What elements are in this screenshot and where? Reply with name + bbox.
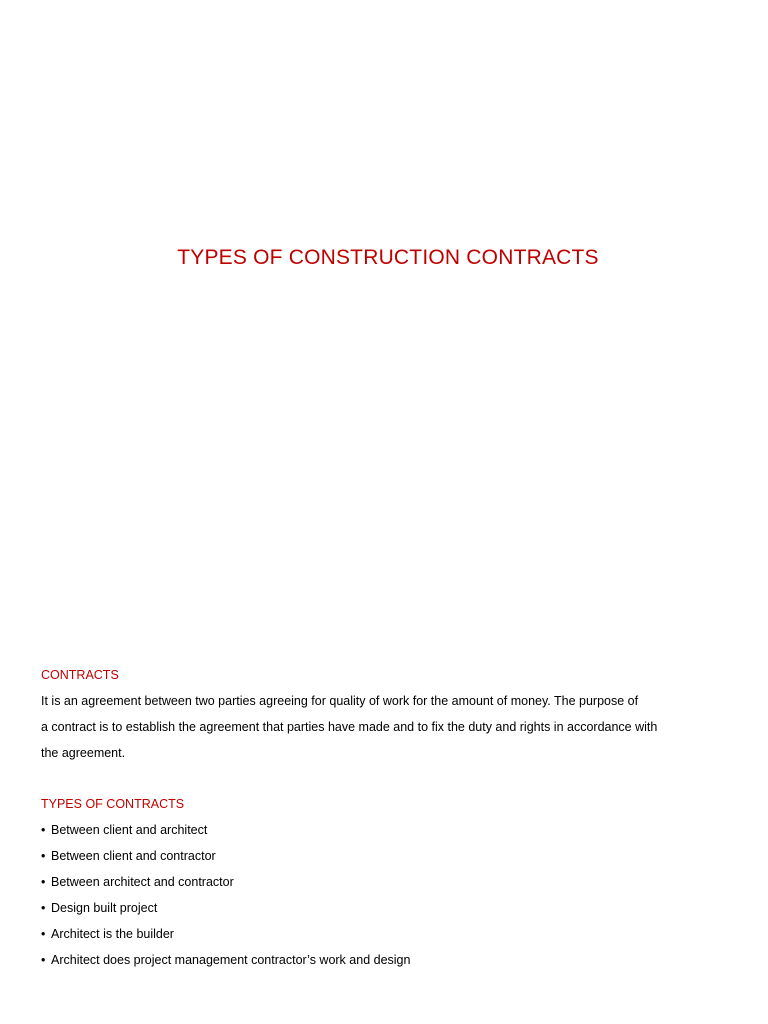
paragraph-line: It is an agreement between two parties agreeing for quality of work for the amount of money. The purpose of <box>41 694 639 708</box>
paragraph-line: a contract is to establish the agreement that parties have made and to fix the duty and rights in accordance with <box>41 720 658 734</box>
bullet-icon: • <box>41 901 46 915</box>
list-item-text: Architect is the builder <box>51 927 174 941</box>
bullet-icon: • <box>41 849 46 863</box>
list-item <box>41 843 701 869</box>
list-item <box>41 817 701 843</box>
bullet-icon: • <box>41 875 46 889</box>
contracts-heading: CONTRACTS <box>41 668 119 682</box>
list-item-text: Between client and architect <box>51 823 208 837</box>
list-item <box>41 947 701 973</box>
list-item-text: Between client and contractor <box>51 849 216 863</box>
list-item-text: Between architect and contractor <box>51 875 234 889</box>
types-section <box>41 791 701 973</box>
contracts-section <box>41 662 701 766</box>
list-item-text: Design built project <box>51 901 158 915</box>
list-item-text: Architect does project management contractor’s work and design <box>51 953 411 967</box>
bullet-icon: • <box>41 953 46 967</box>
list-item <box>41 921 701 947</box>
paragraph-line: the agreement. <box>41 746 126 760</box>
bullet-icon: • <box>41 823 46 837</box>
bullet-icon: • <box>41 927 46 941</box>
document-title: TYPES OF CONSTRUCTION CONTRACTS <box>177 246 599 269</box>
types-list <box>41 817 701 973</box>
types-heading: TYPES OF CONTRACTS <box>41 797 185 811</box>
list-item <box>41 895 701 921</box>
list-item <box>41 869 701 895</box>
contracts-paragraph <box>41 688 701 766</box>
